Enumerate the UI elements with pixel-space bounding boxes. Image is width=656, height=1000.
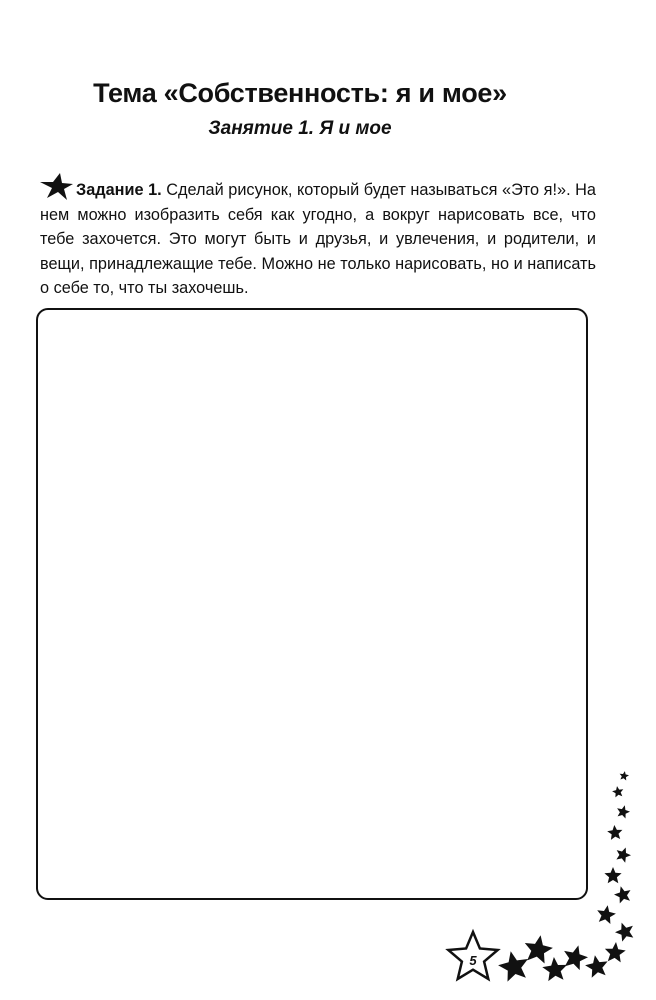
star-icon (585, 955, 608, 978)
star-icon (617, 805, 630, 818)
task-text: Сделай рисунок, который будет называться «Это я!». На нем можно изобразить себя как угодно, а вокруг нарисовать все, что тебе захочется. Это могут быть и друзья, и увлечения, и родители, и вещи, принадлежащие тебе. Можно не только нарисовать, но и написать о себе то, что ты захочешь. (40, 181, 596, 297)
star-icon (612, 786, 623, 797)
star-icon (525, 935, 553, 963)
star-icon (616, 848, 631, 863)
star-icon (604, 867, 621, 883)
star-icon (542, 957, 567, 981)
page-title: Тема «Собственность: я и мое» (93, 78, 507, 108)
page-number: 5 (469, 953, 477, 968)
star-icon (605, 942, 626, 962)
star-icon (564, 945, 588, 970)
lesson-subtitle: Занятие 1. Я и мое (208, 118, 392, 139)
task-label: Задание 1. (76, 181, 162, 199)
star-icon (615, 923, 633, 942)
star-icon (607, 825, 622, 840)
star-icon (498, 951, 528, 981)
star-icon (614, 886, 631, 903)
star-icon (620, 771, 629, 780)
star-icon (597, 905, 616, 924)
